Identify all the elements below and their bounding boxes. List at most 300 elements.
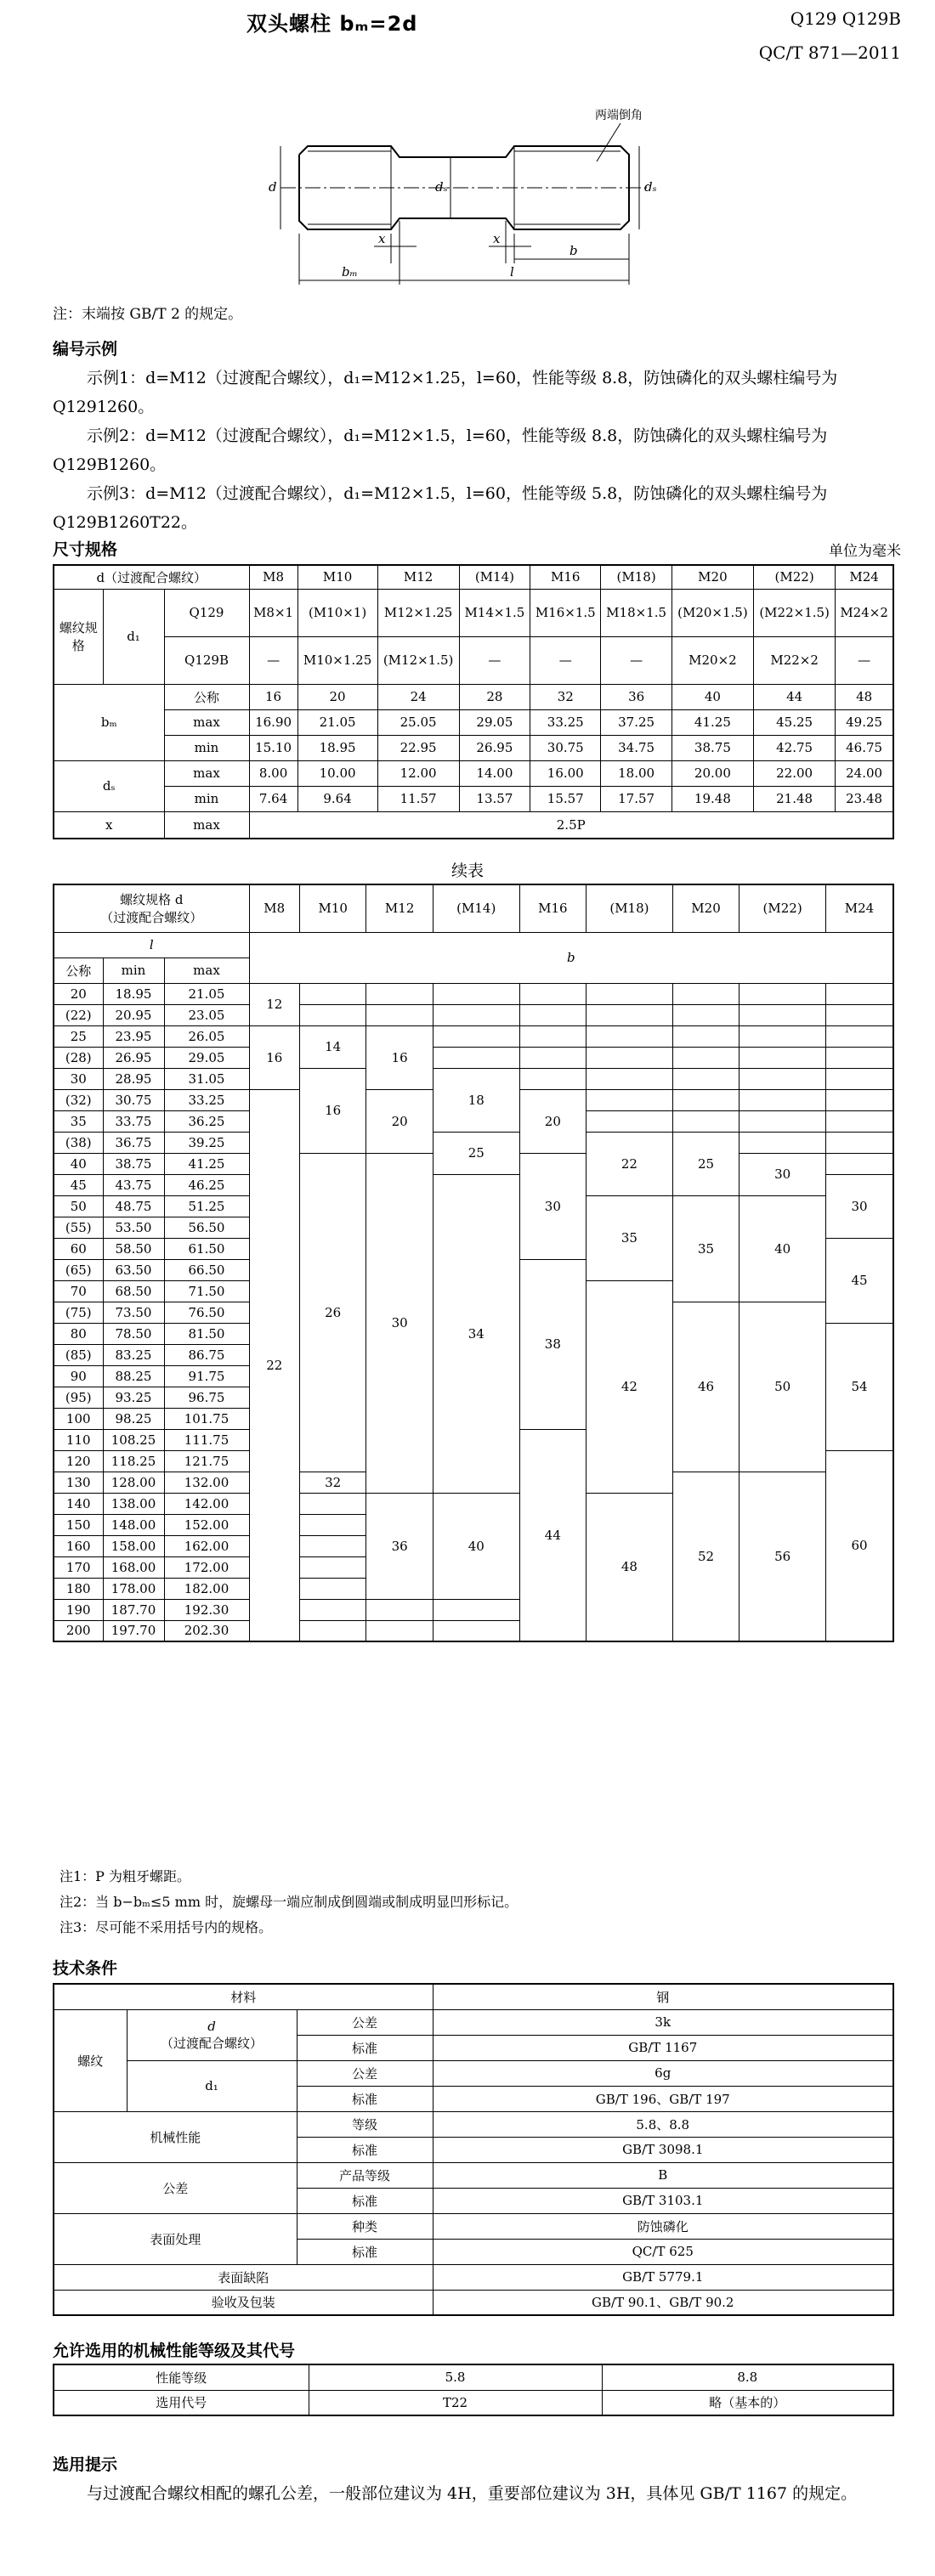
d-label-cell — [127, 2009, 297, 2060]
ds-cell: 24.00 — [836, 760, 893, 786]
tol-label: 公差 — [297, 2060, 433, 2086]
size-cell: M8 — [249, 884, 299, 932]
hint-heading: 选用提示 — [53, 2455, 118, 2474]
b-empty-cell — [586, 1025, 673, 1047]
bm-label: bₘ — [54, 684, 164, 760]
stud-drawing — [246, 93, 722, 297]
ds-cell: 23.48 — [836, 786, 893, 811]
b-empty-cell — [519, 1025, 586, 1047]
q129b-cell: — — [601, 636, 672, 684]
q129b-row — [54, 636, 893, 684]
b-empty-cell — [825, 1068, 893, 1089]
accept-label: 验收及包装 — [54, 2290, 433, 2315]
b-empty-cell — [299, 1514, 366, 1535]
length-min: 58.50 — [103, 1238, 164, 1259]
bm-max-row — [54, 709, 893, 735]
b-value-cell: 14 — [299, 1025, 366, 1068]
ds-cell: 10.00 — [298, 760, 377, 786]
b-value-cell: 30 — [366, 1153, 433, 1493]
b-empty-cell — [825, 983, 893, 1004]
length-max: 41.25 — [164, 1153, 249, 1174]
b-empty-cell — [825, 1089, 893, 1110]
cont-title: 续表 — [450, 861, 484, 880]
length-min: 43.75 — [103, 1174, 164, 1195]
length-min: 118.25 — [103, 1450, 164, 1472]
b-value-cell: 54 — [825, 1323, 893, 1450]
bm-cell: 22.95 — [377, 735, 459, 760]
b-value-cell: 52 — [672, 1472, 739, 1641]
length-min: 148.00 — [103, 1514, 164, 1535]
ds-cell: 11.57 — [377, 786, 459, 811]
length-min: 128.00 — [103, 1472, 164, 1493]
length-nominal: 80 — [54, 1323, 103, 1344]
length-nominal: 140 — [54, 1493, 103, 1514]
b-empty-cell — [672, 1004, 739, 1025]
length-max: 86.75 — [164, 1344, 249, 1365]
label-b: b — [570, 243, 578, 258]
alt-table — [53, 2364, 894, 2416]
col-min: min — [103, 958, 164, 983]
length-max: 21.05 — [164, 983, 249, 1004]
length-max: 142.00 — [164, 1493, 249, 1514]
b-empty-cell — [672, 1025, 739, 1047]
length-min: 68.50 — [103, 1280, 164, 1302]
ds-label: dₛ — [54, 760, 164, 811]
d-std: GB/T 1167 — [433, 2035, 893, 2060]
length-row — [54, 1132, 893, 1153]
bm-cell: 32 — [530, 684, 601, 709]
b-empty-cell — [366, 1004, 433, 1025]
tolerance-grade-row — [54, 2162, 893, 2188]
length-max: 76.50 — [164, 1302, 249, 1323]
spec-line-1: 螺纹规格 d — [120, 892, 184, 908]
ds-cell: 17.57 — [601, 786, 672, 811]
material-value: 钢 — [433, 1984, 893, 2009]
x-label: x — [54, 811, 164, 839]
b-empty-cell — [519, 1004, 586, 1025]
length-min: 53.50 — [103, 1217, 164, 1238]
alt-grade: 8.8 — [602, 2364, 893, 2390]
b-empty-cell — [366, 983, 433, 1004]
tolerance-label: 公差 — [54, 2162, 297, 2213]
example-1: 示例1：d=M12（过渡配合螺纹），d₁=M12×1.25，l=60，性能等级 8.8，防蚀磷化的双头螺柱编号为 Q1291260。 — [53, 369, 838, 416]
length-max: 23.05 — [164, 1004, 249, 1025]
bm-cell: 29.05 — [459, 709, 530, 735]
b-empty-cell — [740, 983, 826, 1004]
b-value-cell: 16 — [299, 1068, 366, 1153]
length-min: 48.75 — [103, 1195, 164, 1217]
mech-grade-row — [54, 2111, 893, 2137]
length-min: 93.25 — [103, 1387, 164, 1408]
b-empty-cell — [519, 983, 586, 1004]
bm-cell: 33.25 — [530, 709, 601, 735]
col-nominal: 公称 — [54, 958, 103, 983]
size-cell: M8 — [249, 565, 298, 589]
length-row — [54, 983, 893, 1004]
min-label: min — [164, 735, 249, 760]
x-row — [54, 811, 893, 839]
size-cell: (M22) — [754, 565, 836, 589]
tech-heading: 技术条件 — [53, 1959, 118, 1978]
q129-cell: M14×1.5 — [459, 589, 530, 636]
thread-spec-label: 螺纹规格 — [54, 589, 103, 684]
length-max: 81.50 — [164, 1323, 249, 1344]
surface-kind-row — [54, 2213, 893, 2239]
tech-table — [53, 1983, 894, 2316]
b-empty-cell — [825, 1132, 893, 1153]
b-value-cell: 48 — [586, 1493, 673, 1641]
ds-cell: 8.00 — [249, 760, 298, 786]
bm-cell: 21.05 — [298, 709, 377, 735]
length-min: 26.95 — [103, 1047, 164, 1068]
mech-std: GB/T 3098.1 — [433, 2137, 893, 2162]
length-nominal: 20 — [54, 983, 103, 1004]
label-ds: dₛ — [435, 179, 448, 195]
length-nominal: (38) — [54, 1132, 103, 1153]
b-value-cell: 16 — [366, 1025, 433, 1089]
b-empty-cell — [740, 1025, 826, 1047]
length-max: 33.25 — [164, 1089, 249, 1110]
length-min: 88.25 — [103, 1365, 164, 1387]
x-value: 2.5P — [249, 811, 893, 839]
bm-cell: 38.75 — [672, 735, 753, 760]
mech-grade: 5.8、8.8 — [433, 2111, 893, 2137]
spec-header: d（过渡配合螺纹） — [54, 565, 249, 589]
length-nominal: (85) — [54, 1344, 103, 1365]
ds-cell: 15.57 — [530, 786, 601, 811]
q129-cell: (M22×1.5) — [754, 589, 836, 636]
length-max: 152.00 — [164, 1514, 249, 1535]
page-title: 双头螺柱 bₘ=2d — [246, 12, 418, 36]
b-empty-cell — [366, 1599, 433, 1620]
dims-header-row — [54, 565, 893, 589]
b-empty-cell — [672, 1068, 739, 1089]
b-value-cell: 32 — [299, 1472, 366, 1493]
length-max: 26.05 — [164, 1025, 249, 1047]
length-nominal: (95) — [54, 1387, 103, 1408]
alt-code: 略（基本的） — [602, 2390, 893, 2415]
label-x-left: x — [378, 231, 386, 246]
ds-cell: 14.00 — [459, 760, 530, 786]
alt-heading: 允许选用的机械性能等级及其代号 — [53, 2342, 296, 2360]
min-label: min — [164, 786, 249, 811]
length-min: 30.75 — [103, 1089, 164, 1110]
alt-code: T22 — [309, 2390, 602, 2415]
thread-d1-tol-row — [54, 2060, 893, 2086]
length-min: 63.50 — [103, 1259, 164, 1280]
label-l: l — [510, 264, 514, 280]
surface-std: QC/T 625 — [433, 2239, 893, 2264]
d1-label: d₁ — [103, 589, 164, 684]
b-value-cell: 44 — [519, 1429, 586, 1641]
length-max: 121.75 — [164, 1450, 249, 1472]
length-nominal: 180 — [54, 1578, 103, 1599]
d1-std: GB/T 196、GB/T 197 — [433, 2086, 893, 2111]
length-nominal: 190 — [54, 1599, 103, 1620]
b-empty-cell — [740, 1047, 826, 1068]
length-max: 172.00 — [164, 1556, 249, 1578]
length-max: 46.25 — [164, 1174, 249, 1195]
length-nominal: (65) — [54, 1259, 103, 1280]
bm-cell: 34.75 — [601, 735, 672, 760]
length-min: 38.75 — [103, 1153, 164, 1174]
length-min: 83.25 — [103, 1344, 164, 1365]
b-value-cell: 22 — [249, 1089, 299, 1641]
b-value-cell: 12 — [249, 983, 299, 1025]
ds-max-row — [54, 760, 893, 786]
b-empty-cell — [586, 1068, 673, 1089]
tolerance-std: GB/T 3103.1 — [433, 2188, 893, 2213]
b-empty-cell — [519, 1047, 586, 1068]
label-x-right: x — [493, 231, 501, 246]
std-label: 标准 — [297, 2086, 433, 2111]
example-2: 示例2：d=M12（过渡配合螺纹），d₁=M12×1.5，l=60，性能等级 8.8，防蚀磷化的双头螺柱编号为 Q129B1260。 — [53, 427, 828, 474]
l-label: l — [54, 932, 249, 958]
std-label: 标准 — [297, 2035, 433, 2060]
length-min: 168.00 — [103, 1556, 164, 1578]
bm-cell: 45.25 — [754, 709, 836, 735]
length-max: 61.50 — [164, 1238, 249, 1259]
max-label: max — [164, 709, 249, 735]
surface-kind: 防蚀磷化 — [433, 2213, 893, 2239]
ds-cell: 13.57 — [459, 786, 530, 811]
b-empty-cell — [672, 1110, 739, 1132]
b-empty-cell — [672, 983, 739, 1004]
length-max: 162.00 — [164, 1535, 249, 1556]
b-empty-cell — [825, 1004, 893, 1025]
b-value-cell: 25 — [672, 1132, 739, 1195]
b-empty-cell — [299, 1493, 366, 1514]
mech-label: 机械性能 — [54, 2111, 297, 2162]
ds-cell: 9.64 — [298, 786, 377, 811]
b-empty-cell — [672, 1089, 739, 1110]
length-nominal: (75) — [54, 1302, 103, 1323]
accept-row — [54, 2290, 893, 2315]
product-grade-label: 产品等级 — [297, 2162, 433, 2188]
size-cell: M10 — [299, 884, 366, 932]
label-ds-right: dₛ — [644, 179, 657, 195]
length-nominal: 40 — [54, 1153, 103, 1174]
length-min: 108.25 — [103, 1429, 164, 1450]
b-empty-cell — [299, 1556, 366, 1578]
cont-note-1: 注1：P 为粗牙螺距。 — [60, 1868, 191, 1884]
bm-cell: 40 — [672, 684, 753, 709]
length-min: 23.95 — [103, 1025, 164, 1047]
b-value-cell: 16 — [249, 1025, 299, 1089]
b-empty-cell — [586, 1004, 673, 1025]
b-empty-cell — [825, 1153, 893, 1174]
b-empty-cell — [740, 1132, 826, 1153]
chamfer-label: 两端倒角 — [595, 109, 643, 122]
bm-nominal-row — [54, 684, 893, 709]
alt-grade: 5.8 — [309, 2364, 602, 2390]
length-nominal: 70 — [54, 1280, 103, 1302]
b-empty-cell — [740, 1004, 826, 1025]
b-empty-cell — [299, 1578, 366, 1599]
ds-cell: 19.48 — [672, 786, 753, 811]
size-cell: (M18) — [586, 884, 673, 932]
b-value-cell: 30 — [519, 1153, 586, 1259]
product-grade: B — [433, 2162, 893, 2188]
ds-cell: 7.64 — [249, 786, 298, 811]
length-nominal: 200 — [54, 1620, 103, 1641]
tol-label: 公差 — [297, 2009, 433, 2035]
q129b-cell: M20×2 — [672, 636, 753, 684]
bm-cell: 30.75 — [530, 735, 601, 760]
size-cell: M16 — [519, 884, 586, 932]
length-nominal: 130 — [54, 1472, 103, 1493]
bm-cell: 24 — [377, 684, 459, 709]
bm-cell: 49.25 — [836, 709, 893, 735]
length-row — [54, 1025, 893, 1047]
b-empty-cell — [740, 1089, 826, 1110]
length-min: 33.75 — [103, 1110, 164, 1132]
l-label-row — [54, 932, 893, 958]
b-empty-cell — [299, 1004, 366, 1025]
length-min: 20.95 — [103, 1004, 164, 1025]
length-min: 158.00 — [103, 1535, 164, 1556]
part-code: Q129 Q129B — [790, 8, 901, 29]
ds-cell: 21.48 — [754, 786, 836, 811]
b-empty-cell — [825, 1110, 893, 1132]
b-empty-cell — [586, 983, 673, 1004]
length-min: 36.75 — [103, 1132, 164, 1153]
b-empty-cell — [586, 1089, 673, 1110]
length-max: 182.00 — [164, 1578, 249, 1599]
q129-label: Q129 — [164, 589, 249, 636]
std-label: 标准 — [297, 2188, 433, 2213]
b-empty-cell — [433, 1599, 519, 1620]
length-nominal: 150 — [54, 1514, 103, 1535]
b-empty-cell — [586, 1047, 673, 1068]
alt-code-row — [54, 2390, 893, 2415]
b-value-cell: 56 — [740, 1472, 826, 1641]
ds-cell: 22.00 — [754, 760, 836, 786]
size-cell: M16 — [530, 565, 601, 589]
chamfer-leader — [597, 123, 620, 161]
length-min: 187.70 — [103, 1599, 164, 1620]
surface-label: 表面处理 — [54, 2213, 297, 2264]
length-max: 71.50 — [164, 1280, 249, 1302]
bm-cell: 46.75 — [836, 735, 893, 760]
b-value-cell: 46 — [672, 1302, 739, 1472]
length-max: 39.25 — [164, 1132, 249, 1153]
length-nominal: 170 — [54, 1556, 103, 1578]
end-note: 注：末端按 GB/T 2 的规定。 — [53, 306, 243, 323]
length-max: 36.25 — [164, 1110, 249, 1132]
length-nominal: 25 — [54, 1025, 103, 1047]
length-row — [54, 1068, 893, 1089]
grade-label: 等级 — [297, 2111, 433, 2137]
d-sub-label: （过渡配合螺纹） — [160, 2035, 263, 2051]
bm-cell: 37.25 — [601, 709, 672, 735]
bm-cell: 16.90 — [249, 709, 298, 735]
size-cell: M20 — [672, 565, 753, 589]
bm-cell: 42.75 — [754, 735, 836, 760]
length-nominal: 50 — [54, 1195, 103, 1217]
max-label: max — [164, 760, 249, 786]
size-cell: (M22) — [740, 884, 826, 932]
b-value-cell: 34 — [433, 1174, 519, 1493]
b-value-cell: 60 — [825, 1450, 893, 1641]
b-empty-cell — [586, 1110, 673, 1132]
b-value-cell: 30 — [740, 1153, 826, 1195]
b-empty-cell — [433, 1620, 519, 1641]
length-max: 56.50 — [164, 1217, 249, 1238]
q129-cell: (M20×1.5) — [672, 589, 753, 636]
length-min: 28.95 — [103, 1068, 164, 1089]
b-value-cell: 30 — [825, 1174, 893, 1238]
b-value-cell: 25 — [433, 1132, 519, 1174]
q129b-cell: — — [249, 636, 298, 684]
q129-cell: (M10×1) — [298, 589, 377, 636]
thread-d-tol-row — [54, 2009, 893, 2035]
ds-cell: 12.00 — [377, 760, 459, 786]
nominal-label: 公称 — [164, 684, 249, 709]
length-nominal: (55) — [54, 1217, 103, 1238]
length-min: 138.00 — [103, 1493, 164, 1514]
bm-cell: 25.05 — [377, 709, 459, 735]
q129b-cell: M10×1.25 — [298, 636, 377, 684]
b-label: b — [249, 932, 893, 983]
length-row — [54, 1047, 893, 1068]
defect-std: GB/T 5779.1 — [433, 2264, 893, 2290]
bm-cell: 16 — [249, 684, 298, 709]
std-label: 标准 — [297, 2137, 433, 2162]
max-label: max — [164, 811, 249, 839]
length-nominal: (22) — [54, 1004, 103, 1025]
q129b-cell: — — [530, 636, 601, 684]
length-nominal: 30 — [54, 1068, 103, 1089]
length-max: 51.25 — [164, 1195, 249, 1217]
length-nominal: 160 — [54, 1535, 103, 1556]
bm-cell: 15.10 — [249, 735, 298, 760]
bm-cell: 41.25 — [672, 709, 753, 735]
q129-cell: M18×1.5 — [601, 589, 672, 636]
length-min: 197.70 — [103, 1620, 164, 1641]
size-cell: M12 — [377, 565, 459, 589]
length-nominal: 90 — [54, 1365, 103, 1387]
q129-cell: M16×1.5 — [530, 589, 601, 636]
kind-label: 种类 — [297, 2213, 433, 2239]
d-tol: 3k — [433, 2009, 893, 2035]
standard-number: QC/T 871—2011 — [758, 42, 901, 63]
thread-label: 螺纹 — [54, 2009, 127, 2111]
b-value-cell: 20 — [519, 1089, 586, 1153]
q129b-cell: (M12×1.5) — [377, 636, 459, 684]
q129-row — [54, 589, 893, 636]
std-label: 标准 — [297, 2239, 433, 2264]
length-min: 18.95 — [103, 983, 164, 1004]
size-cell: M24 — [825, 884, 893, 932]
b-value-cell: 50 — [740, 1302, 826, 1472]
q129-cell: M8×1 — [249, 589, 298, 636]
length-min: 98.25 — [103, 1408, 164, 1429]
spec-line-2: （过渡配合螺纹） — [100, 910, 203, 926]
defect-label: 表面缺陷 — [54, 2264, 433, 2290]
material-row — [54, 1984, 893, 2009]
length-max: 101.75 — [164, 1408, 249, 1429]
cont-note-3: 注3：尽可能不采用括号内的规格。 — [60, 1919, 273, 1935]
size-cell: (M14) — [459, 565, 530, 589]
length-max: 132.00 — [164, 1472, 249, 1493]
d1-label: d₁ — [127, 2060, 297, 2111]
cont-note-2: 注2：当 b−bₘ≤5 mm 时，旋螺母一端应制成倒圆端或制成明显凹形标记。 — [60, 1894, 518, 1910]
q129b-cell: — — [836, 636, 893, 684]
bm-cell: 28 — [459, 684, 530, 709]
length-nominal: 110 — [54, 1429, 103, 1450]
alt-code-label: 选用代号 — [54, 2390, 309, 2415]
